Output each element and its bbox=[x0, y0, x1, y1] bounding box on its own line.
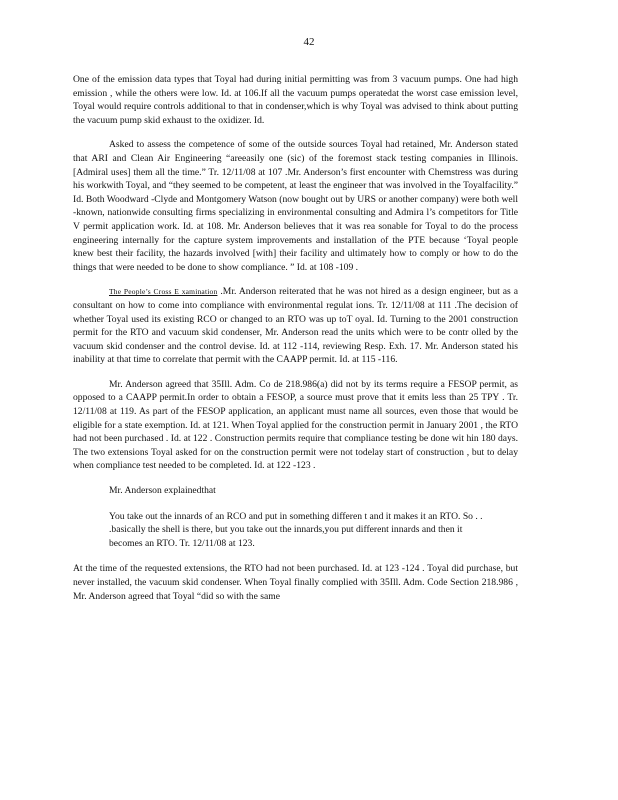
paragraph-vacuum-pumps: One of the emission data types that Toyal had during initial permitting was from 3 vacuum pumps. One had high emission , while the others were low. Id. at 106.If all the vacuum pumps operatedat the worst case emission level, Toyal would require controls additional to that in condenser,which is why Toyal was advised to think about putting the vacuum pump skid exhaust to the oxidizer. Id. bbox=[73, 74, 518, 126]
page-number: 42 bbox=[303, 36, 315, 48]
document-body bbox=[73, 73, 518, 614]
paragraph-outside-sources: Asked to assess the competence of some of the outside sources Toyal had retained, Mr. Anderson stated that ARI and Clean Air Engineering “areeasily one (sic) of the foremost stack testing companies in Illinois. [Admiral uses] them all the time.” Tr. 12/11/08 at 107 .Mr. Anderson’s first encounter with Chemstress was during his workwith Toyal, and “they seemed to be competent, at least the engineer that was involved in the Toyalfacility.” Id. Both Woodward -Clyde and Montgomery Watson (now bought out by URS or another company) were both well -known, nationwide consulting firms specializing in environmental consulting and Admira l’s competitors for Title V permit application work. Id. at 108. Mr. Anderson believes that it was rea sonable for Toyal to do the process engineering internally for the capture system improvements and installation of the PTE because ‘Toyal people knew best their facility, the hazards involved [with] their facility and ultimately how to comply or how to do the things that were needed to be done to show compliance. ” Id. at 108 -109 . bbox=[73, 139, 518, 273]
paragraph-cross-examination bbox=[73, 285, 518, 367]
paragraph-cross-examination-text: .Mr. Anderson reiterated that he was not hired as a design engineer, but as a consultant on how to come into compliance with environmental regulat ions. Tr. 12/11/08 at 111 .The decision of whether Toyal used its existing RCO or changed to an RTO was up toT oyal. Id. Turning to the 2001 construction permit for the RTO and vacuum skid condenser, Mr. Anderson read the units which were to be contr olled by the vacuum skid condenser and the control devise. Id. at 112 -114, reviewing Resp. Exh. 17. Mr. Anderson stated his inability at that time to correlate that permit with the CAAPP permit. Id. at 115 -116. bbox=[73, 286, 518, 366]
paragraph-extensions: At the time of the requested extensions, the RTO had not been purchased. Id. at 123 -124 . Toyal did purchase, but never installed, the vacuum skid condenser. When Toyal finally complied with 35Ill. Adm. Code Section 218.986 , Mr. Anderson agreed that Toyal “did so with the same bbox=[73, 563, 518, 602]
block-quote: You take out the innards of an RCO and put in something differen t and it makes it an RTO. So . . .basically the shell is there, but you take out the innards,you put different innards and then it becomes an RTO. Tr. 12/11/08 at 123. bbox=[109, 510, 483, 549]
paragraph-fesop-permit: Mr. Anderson agreed that 35Ill. Adm. Co de 218.986(a) did not by its terms require a FESOP permit, as opposed to a CAAPP permit.In order to obtain a FESOP, a source must prove that it emits less than 25 TPY . Tr. 12/11/08 at 119. As part of the FESOP application, an applicant must name all sources, even those that would be eligible for a state exemption. Id. at 121. When Toyal applied for the construction permit in January 2001 , the RTO had not been purchased . Id. at 122 . Construction permits require that compliance testing be done wit hin 180 days. The two extensions Toyal asked for on the construction permit were not todelay start of construction , but to delay when compliance test needed to be completed. Id. at 122 -123 . bbox=[73, 378, 518, 472]
paragraph-explained: Mr. Anderson explainedthat bbox=[109, 485, 216, 497]
section-heading-cross-examination: The People’s Cross E xamination bbox=[109, 287, 218, 297]
